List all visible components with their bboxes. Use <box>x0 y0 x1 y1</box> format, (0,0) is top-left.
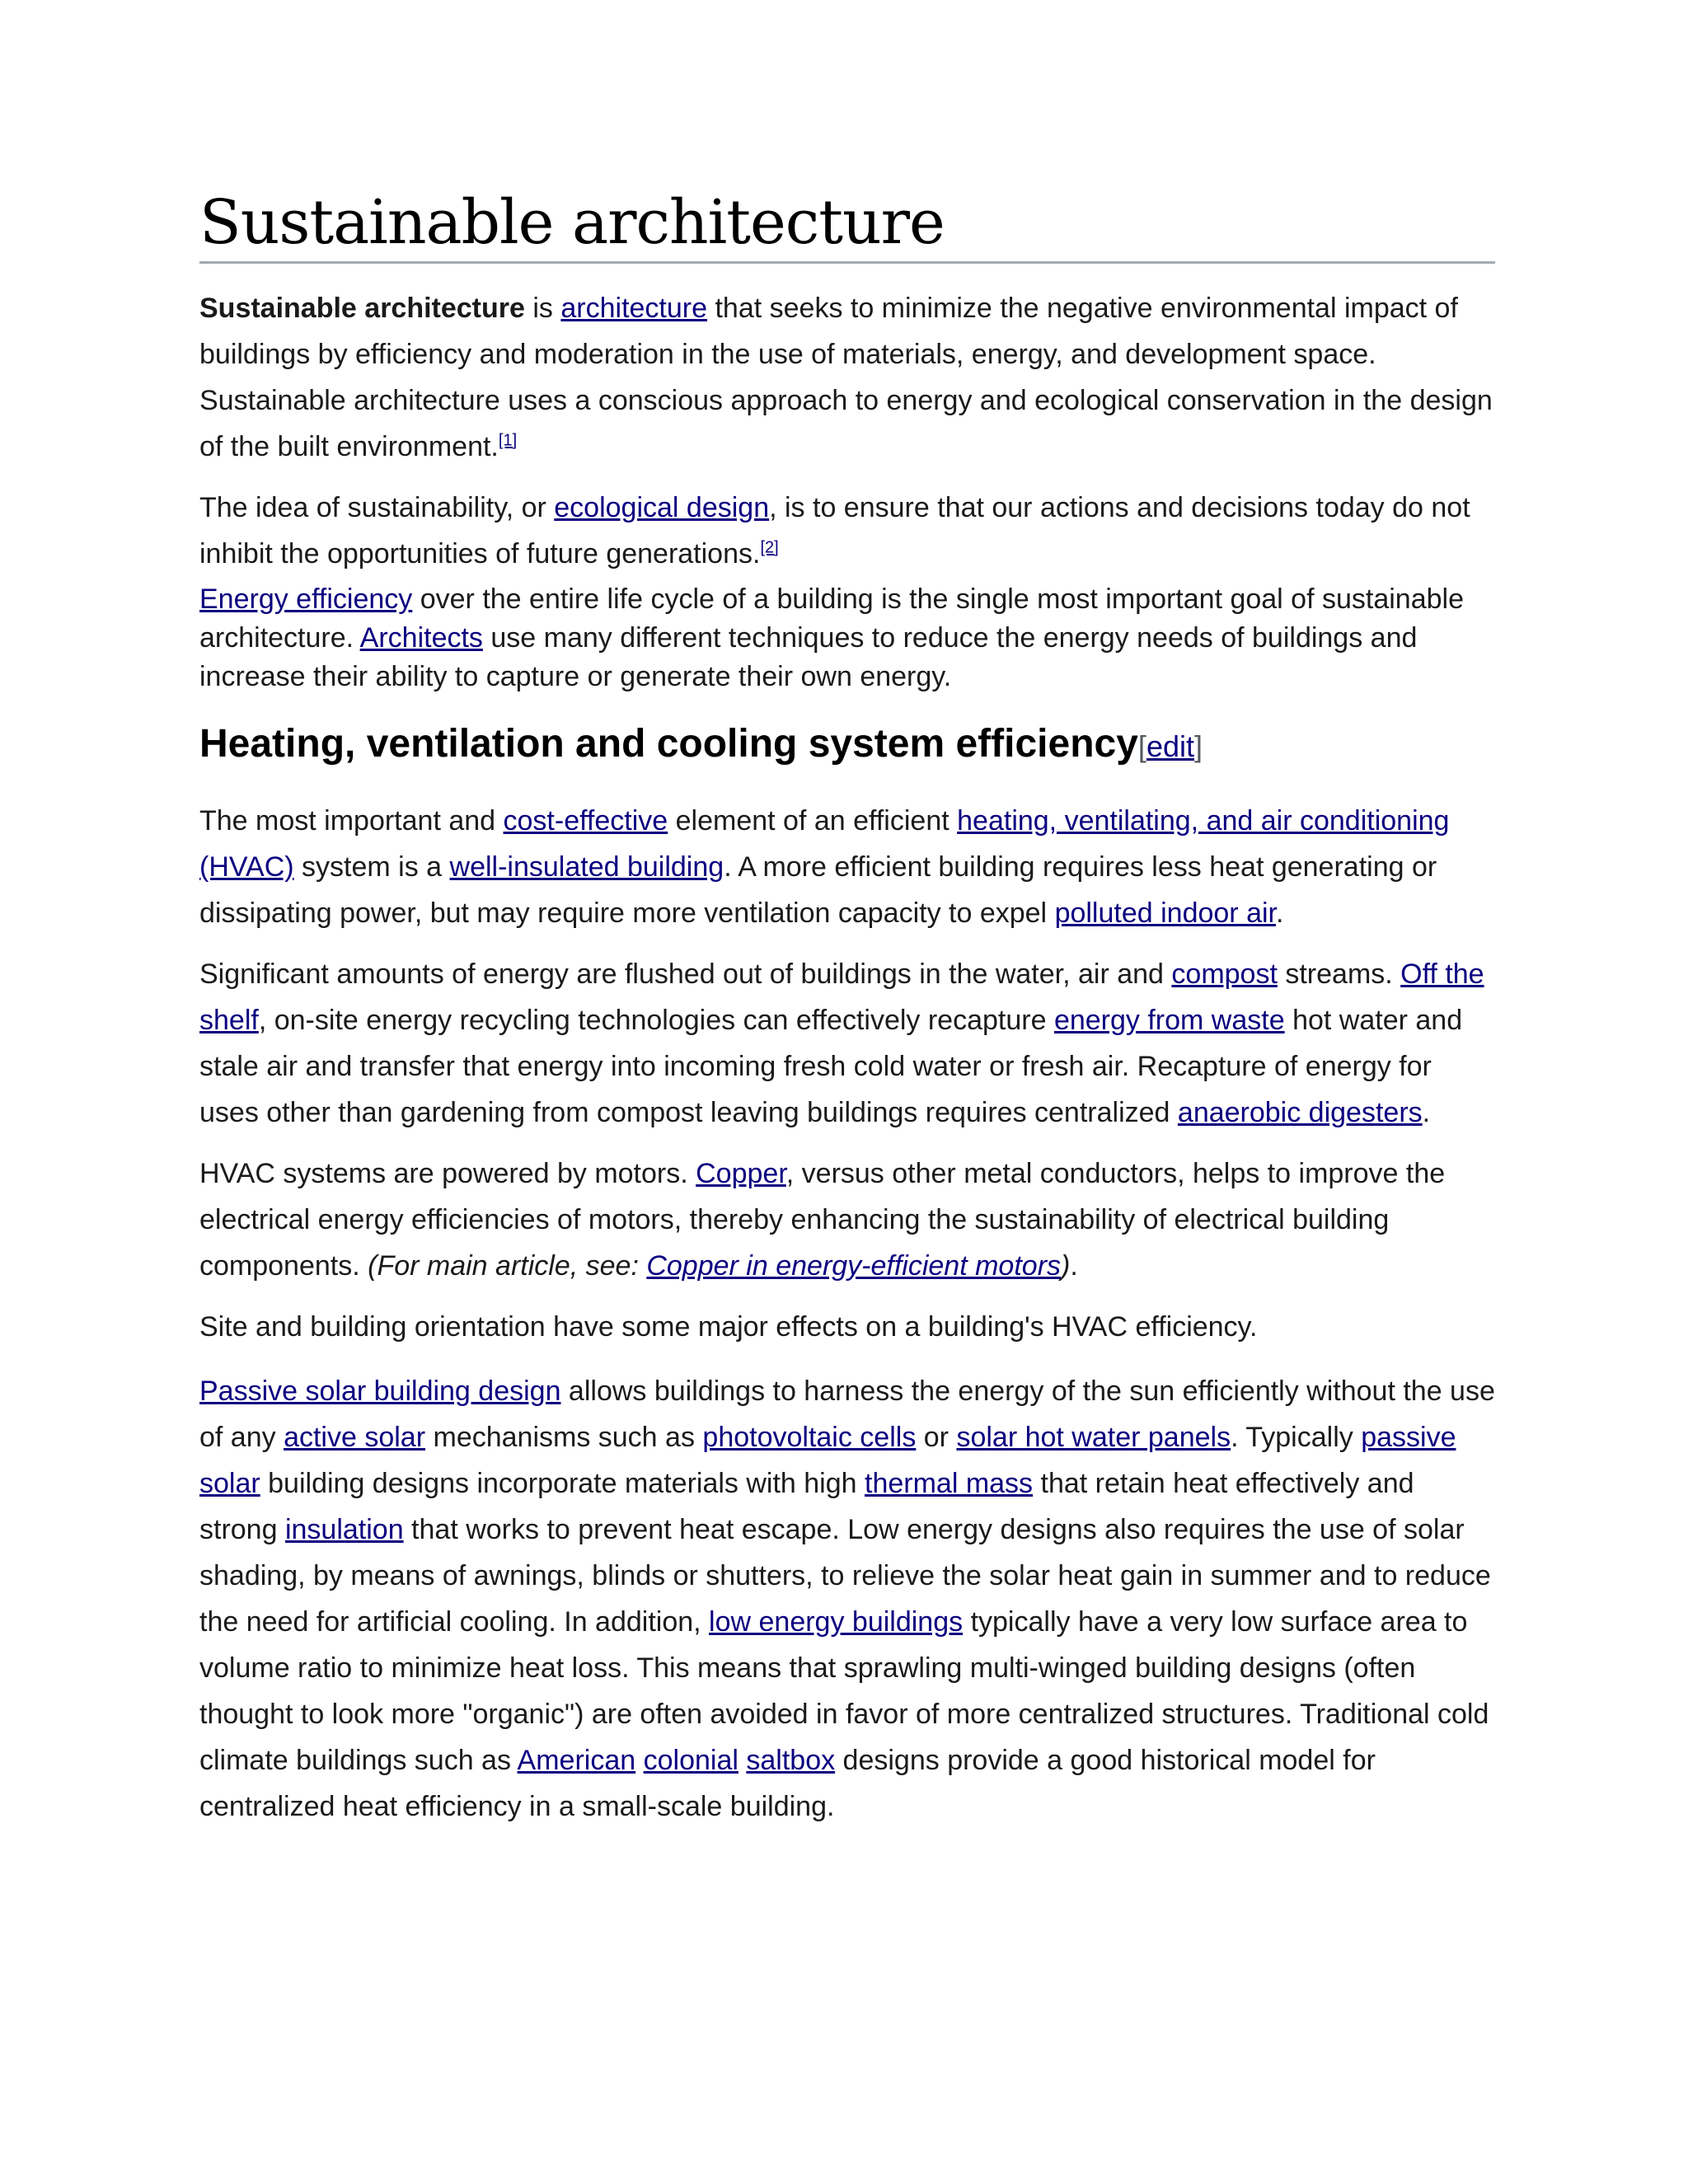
link-american[interactable]: American <box>517 1745 636 1777</box>
see-suffix: ) <box>1061 1250 1071 1282</box>
text-run: . <box>1422 1097 1431 1129</box>
section-heading <box>199 721 1495 770</box>
link-energy-from-waste[interactable]: energy from waste <box>1053 1005 1285 1037</box>
text-run: designs provide a good historical model for centralized heat efficiency in a small-scale building. <box>199 1745 1376 1823</box>
link-cost-effective[interactable]: cost-effective <box>503 805 668 837</box>
hvac-paragraph-4: Site and building orientation have some major effects on a building's HVAC efficiency. <box>199 1311 1258 1343</box>
link-saltbox[interactable]: saltbox <box>746 1745 836 1777</box>
link-insulation[interactable]: insulation <box>284 1514 404 1546</box>
link-thermal-mass[interactable]: thermal mass <box>865 1468 1034 1500</box>
edit-section <box>1138 729 1203 763</box>
text-run: Significant amounts of energy are flushed out of buildings in the water, air and <box>199 958 1172 991</box>
link-off-the-shelf[interactable]: Off the shelf <box>199 958 1484 1037</box>
link-solar-hot-water-panels[interactable]: solar hot water panels <box>956 1422 1231 1454</box>
citation-2[interactable]: [2] <box>760 539 779 558</box>
text-run: that works to prevent heat escape. Low energy designs also requires the use of solar shading, by means of awnings, blinds or shutters, to relieve the solar heat gain in summer and to reduce the need for artificial cooling. In addition, <box>199 1514 1491 1638</box>
text-run: , on-site energy recycling technologies can effectively recapture <box>258 1005 1054 1037</box>
text-run: . Typically <box>1231 1422 1362 1454</box>
link-well-insulated-building[interactable]: well-insulated building <box>449 851 724 883</box>
edit-bracket-open: [ <box>1137 729 1146 764</box>
hvac-paragraph-1 <box>199 798 1495 936</box>
link-energy-efficiency[interactable]: Energy efficiency <box>199 583 413 616</box>
text-run: hot water and stale air and transfer that energy into incoming fresh cold water or fresh air. Recapture of energy for uses other than gardening from compost leaving buildings requires centralized <box>199 1005 1463 1129</box>
text-run: or <box>916 1422 957 1454</box>
text-run: , versus other metal conductors, helps to improve the electrical energy efficiencies of motors, thereby enhancing the sustainability of electrical building components. <box>199 1158 1446 1282</box>
text-run: that retain heat effectively and strong <box>199 1468 1414 1546</box>
passive-solar-paragraph <box>199 1368 1495 1830</box>
link-active-solar[interactable]: active solar <box>284 1422 426 1454</box>
link-colonial[interactable]: colonial <box>643 1745 738 1777</box>
link-low-energy-buildings[interactable]: low energy buildings <box>709 1606 964 1638</box>
link-architecture[interactable]: architecture <box>560 293 708 325</box>
link-polluted-indoor-air[interactable]: polluted indoor air <box>1054 898 1276 930</box>
link-passive-solar-building-design[interactable]: Passive solar building design <box>199 1376 561 1408</box>
text-run: building designs incorporate materials with high <box>260 1468 865 1500</box>
see-prefix: (For main article, see: <box>368 1250 647 1282</box>
intro-paragraph <box>199 285 1495 470</box>
text-run <box>738 1745 746 1776</box>
idea-paragraph <box>199 485 1495 577</box>
text-run: . <box>1275 898 1284 930</box>
link-ecological-design[interactable]: ecological design <box>554 492 770 524</box>
text-run: . A more efficient building requires less heat generating or dissipating power, but may require more ventilation capacity to expel <box>199 851 1437 930</box>
link-anaerobic-digesters[interactable]: anaerobic digesters <box>1177 1097 1423 1129</box>
intro-bold-term: Sustainable architecture <box>199 293 525 325</box>
text-run: typically have a very low surface area to volume ratio to minimize heat loss. This means that sprawling multi-winged building designs (often thought to look more "organic") are often avoided in favor of more centralized structures. Traditional cold climate buildings such as <box>199 1606 1489 1777</box>
text-run: . <box>1070 1250 1078 1282</box>
see-main-article <box>368 1250 1070 1282</box>
text-run <box>635 1745 643 1776</box>
link-hvac[interactable]: heating, ventilating, and air conditioning (HVAC) <box>199 805 1450 883</box>
link-passive-solar[interactable]: passive solar <box>199 1422 1456 1500</box>
text-run: element of an efficient <box>668 805 958 837</box>
link-copper[interactable]: Copper <box>696 1158 786 1190</box>
text-run: The most important and <box>199 805 504 837</box>
article <box>199 187 1495 1830</box>
text-run: streams. <box>1277 958 1401 991</box>
citation-1[interactable]: [1] <box>498 432 518 451</box>
edit-bracket-close: ] <box>1193 729 1203 764</box>
hvac-paragraph-3 <box>199 1151 1495 1289</box>
link-compost[interactable]: compost <box>1171 958 1278 991</box>
text-run: The idea of sustainability, or <box>199 492 555 524</box>
text-run: system is a <box>293 851 450 883</box>
text-run: mechanisms such as <box>425 1422 703 1454</box>
text-run: HVAC systems are powered by motors. <box>199 1158 696 1190</box>
section-heading-text: Heating, ventilation and cooling system efficiency <box>199 722 1138 766</box>
text-run: allows buildings to harness the energy of the sun efficiently without the use of any <box>199 1376 1495 1454</box>
text-run: is <box>524 293 561 325</box>
text-run: over the entire life cycle of a building is the single most important goal of sustainable architecture. <box>199 583 1464 654</box>
edit-link[interactable]: edit <box>1146 729 1194 764</box>
link-copper-motors[interactable]: Copper in energy-efficient motors <box>646 1250 1062 1282</box>
text-run: , is to ensure that our actions and decisions today do not inhibit the opportunities of future generations. <box>199 492 1470 570</box>
page-title: Sustainable architecture <box>199 190 1495 264</box>
text-run: use many different techniques to reduce the energy needs of buildings and increase their ability to capture or generate their own energy. <box>199 622 1418 693</box>
text-run: that seeks to minimize the negative environmental impact of buildings by efficiency and moderation in the use of materials, energy, and development space. Sustainable architecture uses a conscious approach to energy and ecological conservation in the design of the built environment. <box>199 293 1493 463</box>
link-photovoltaic-cells[interactable]: photovoltaic cells <box>702 1422 917 1454</box>
hvac-paragraph-2 <box>199 951 1495 1136</box>
link-architects[interactable]: Architects <box>359 622 483 654</box>
energy-paragraph <box>199 580 1495 696</box>
